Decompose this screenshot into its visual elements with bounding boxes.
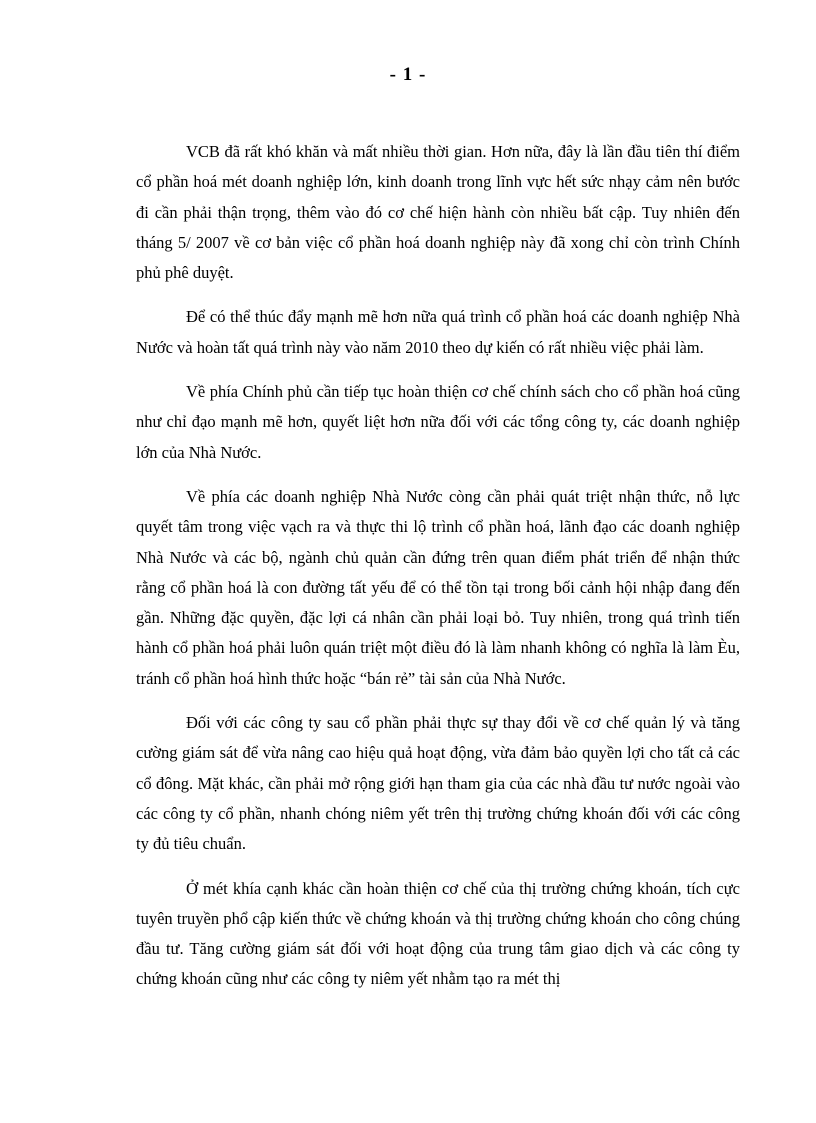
paragraph-4: Về phía các doanh nghiệp Nhà Nước còng cần phải quát triệt nhận thức, nỗ lực quyết tâm trong việc vạch ra và thực thi lộ trình cổ phần hoá, lãnh đạo các doanh nghiệp Nhà Nước và các bộ, ngành chủ quản cần đứng trên quan điểm phát triển để nhận thức rằng cổ phần hoá là con đường tất yếu để có thể tồn tại trong bối cảnh hội nhập đang đến gần. Những đặc quyền, đặc lợi cá nhân cần phải loại bỏ. Tuy nhiên, trong quá trình tiến hành cổ phần hoá phải luôn quán triệt một điều đó là làm nhanh không có nghĩa là làm Èu, tránh cổ phần hoá hình thức hoặc “bán rẻ” tài sản của Nhà Nước. <box>136 486 740 688</box>
paragraph-1: VCB đã rất khó khăn và mất nhiều thời gian. Hơn nữa, đây là lần đầu tiên thí điểm cổ phần hoá mét doanh nghiệp lớn, kinh doanh trong lĩnh vực hết sức nhạy cảm nên bước đi cần phải thận trọng, thêm vào đó cơ chế hiện hành còn nhiều bất cập. Tuy nhiên đến tháng 5/ 2007 về cơ bản việc cổ phần hoá doanh nghiệp này đã xong chỉ còn trình Chính phủ phê duyệt. <box>136 142 740 283</box>
paragraph-3: Về phía Chính phủ cần tiếp tục hoàn thiện cơ chế chính sách cho cổ phần hoá cũng như chỉ đạo mạnh mẽ hơn, quyết liệt hơn nữa đối với các tổng công ty, các doanh nghiệp lớn của Nhà Nước. <box>136 382 740 462</box>
document-body <box>136 137 740 1009</box>
paragraph-2: Để có thể thúc đẩy mạnh mẽ hơn nữa quá trình cổ phần hoá các doanh nghiệp Nhà Nước và hoàn tất quá trình này vào năm 2010 theo dự kiến có rất nhiều việc phải làm. <box>136 307 740 357</box>
paragraph-5: Đối với các công ty sau cổ phần phải thực sự thay đổi về cơ chế quản lý và tăng cường giám sát để vừa nâng cao hiệu quả hoạt động, vừa đảm bảo quyền lợi cho tất cả các cổ đông. Mặt khác, cần phải mở rộng giới hạn tham gia của các nhà đầu tư nước ngoài vào các công ty cổ phần, nhanh chóng niêm yết trên thị trường chứng khoán đối với các công ty đủ tiêu chuẩn. <box>136 713 740 854</box>
paragraph-6: Ở mét khía cạnh khác cần hoàn thiện cơ chế của thị trường chứng khoán, tích cực tuyên truyền phổ cập kiến thức về chứng khoán và thị trường chứng khoán cho công chúng đầu tư. Tăng cường giám sát đối với hoạt động của trung tâm giao dịch và các công ty chứng khoán cũng như các công ty niêm yết nhằm tạo ra mét thị <box>136 878 740 989</box>
page-number: - 1 - <box>389 64 427 85</box>
